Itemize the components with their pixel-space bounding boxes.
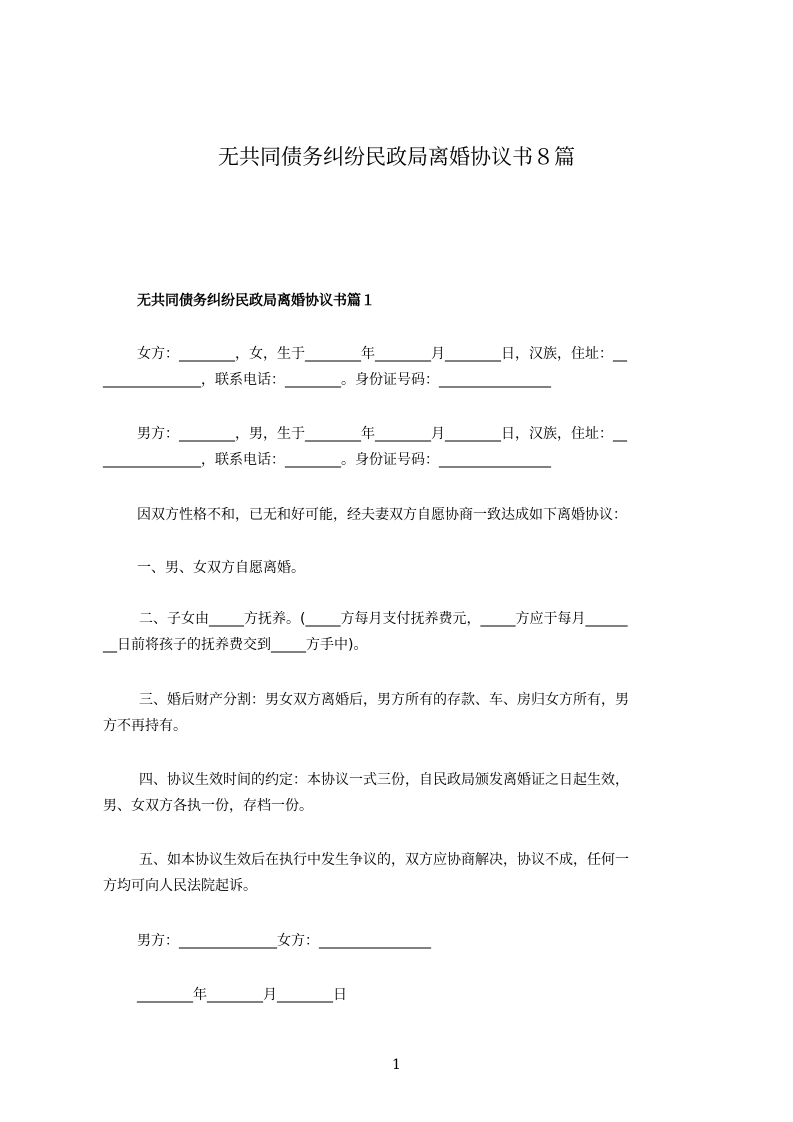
paragraph-line: 男方：______________女方：________________ — [137, 933, 431, 949]
section-heading: 无共同债务纠纷民政局离婚协议书篇１ — [137, 293, 375, 309]
paragraph-female-party — [103, 341, 701, 393]
paragraph-line: 方不再持有。 — [103, 718, 187, 734]
date-line — [103, 982, 701, 1008]
paragraph-line: 二、子女由_____方抚养。(_____方每月支付抚养费元，_____方应于每月______ — [139, 611, 628, 627]
paragraph-line: __日前将孩子的抚养费交到_____方手中)。 — [103, 637, 368, 653]
paragraph-male-party — [103, 421, 701, 473]
paragraph-line: 女方：________，女，生于________年________月________日，汉族，住址：__ — [137, 346, 627, 362]
clause-4 — [103, 767, 701, 819]
paragraph-preamble — [103, 502, 701, 528]
paragraph-line: 三、婚后财产分割：男女双方离婚后，男方所有的存款、车、房归女方所有，男 — [139, 692, 629, 708]
clause-3 — [103, 687, 701, 739]
clause-2 — [103, 606, 701, 658]
clause-5 — [103, 847, 701, 899]
paragraph-line: 五、如本协议生效后在执行中发生争议的，双方应协商解决，协议不成，任何一 — [139, 852, 629, 868]
paragraph-line: 四、协议生效时间的约定：本协议一式三份，自民政局颁发离婚证之日起生效， — [139, 772, 629, 788]
clause-1 — [103, 555, 701, 581]
document-title: 无共同债务纠纷民政局离婚协议书８篇 — [218, 145, 575, 169]
paragraph-line: ________年________月________日 — [137, 987, 347, 1003]
paragraph-line: 男、女双方各执一份，存档一份。 — [103, 798, 313, 814]
paragraph-line: ______________，联系电话：________。身份证号码：________________ — [103, 372, 551, 388]
paragraph-line: 因双方性格不和，已无和好可能，经夫妻双方自愿协商一致达成如下离婚协议： — [137, 507, 627, 523]
paragraph-line: 一、男、女双方自愿离婚。 — [137, 560, 305, 576]
signature-line — [103, 928, 701, 954]
page-number: 1 — [392, 1057, 401, 1073]
paragraph-line: ______________，联系电话：________。身份证号码：________________ — [103, 452, 551, 468]
paragraph-line: 方均可向人民法院起诉。 — [103, 878, 257, 894]
paragraph-line: 男方：________，男，生于________年________月________日，汉族，住址：__ — [137, 426, 627, 442]
